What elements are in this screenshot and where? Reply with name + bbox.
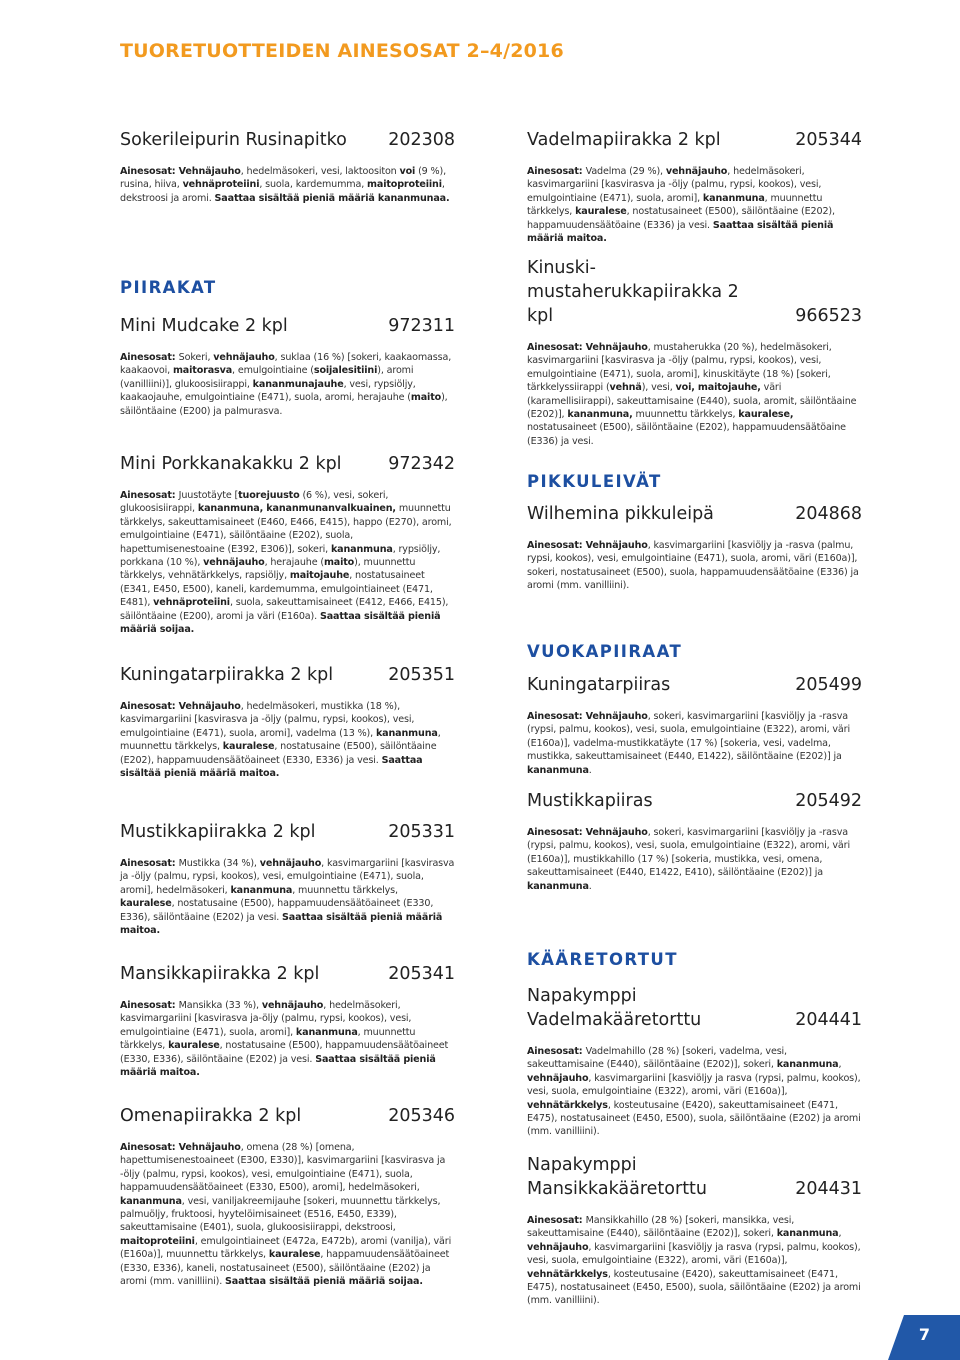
ingredient-bold-text: vehnäjauho bbox=[261, 1000, 324, 1011]
ingredient-text: , suklaa (16 %) [sokeri, kaakaomassa, kaakaovoi, bbox=[120, 352, 452, 377]
ingredient-text: , kosteutusaine (E420), sakeuttamisaineet (E471, E475), nostatusaineet (E450, E500), suola, säilöntäaine (E202) ja aromi (mm. vanilliini). bbox=[527, 1099, 861, 1138]
ingredient-text: ), säilöntäaine (E200) ja palmurasva. bbox=[120, 392, 448, 417]
ingredient-bold-text: kauralese, bbox=[738, 409, 794, 421]
product-item bbox=[120, 1104, 455, 1288]
ingredient-text: , omena (28 %) [omena, hapettumisenestoaineet (E300, E330)], kasvimargariini [kasvirasva ja -öljy (palmu, rypsi, kookos), vesi, emulgointiaine (E471), suola, happamuudensäätöaineet (E330, E500), aromi], hedelmäsokeri, bbox=[120, 1142, 446, 1194]
product-heading bbox=[527, 984, 862, 1032]
ingredient-bold-text: kauralese bbox=[168, 1040, 220, 1052]
ingredient-bold-text: Ainesosat: bbox=[120, 166, 179, 177]
ingredient-bold-text: voi bbox=[399, 166, 416, 177]
ingredient-text: , muunnettu tärkkelys, bbox=[292, 884, 398, 896]
product-item bbox=[527, 256, 862, 448]
ingredient-bold-text: Saattaa sisältää pieniä määriä maitoa. bbox=[120, 754, 423, 780]
page-number: 7 bbox=[918, 1325, 930, 1344]
ingredient-text: , hedelmäsokeri, kasvimargariini [kasvirasva ja-öljy (palmu, rypsi, kookos), vesi, emulgointiaine (E471), suola, aromi], bbox=[120, 1000, 412, 1038]
ingredient-bold-text: kauralese bbox=[575, 206, 627, 218]
ingredient-bold-text: maitojauhe bbox=[289, 570, 350, 582]
product-code: 205351 bbox=[388, 665, 455, 685]
ingredient-text: , sokeri, kasvimargariini [kasviöljy ja -rasva (rypsi, palmu, kookos), vesi, suola, emulgointiaine (E322), aromi, väri (E160a)], mustikkahillo (17 %) [sokeria, mustikka, vesi, omena, sakeuttamisaineet (E440, E1422, E410), säilöntäaine (E202)] ja bbox=[527, 827, 850, 879]
ingredient-bold-text: kananmuna bbox=[330, 543, 393, 555]
ingredient-bold-text: Saattaa sisältää pieniä määriä maitoa. bbox=[120, 1053, 436, 1079]
section-title-piirakat: PIIRAKAT bbox=[120, 278, 217, 297]
product-name: Wilhemina pikkuleipä bbox=[527, 504, 714, 524]
ingredient-bold-text: Saattaa sisältää pieniä määriä maitoa. bbox=[120, 911, 443, 937]
product-ingredients bbox=[120, 165, 455, 205]
product-name: Mini Porkkanakakku 2 kpl bbox=[120, 454, 342, 474]
product-code: 972342 bbox=[388, 454, 455, 474]
ingredient-text: Vadelmahillo (28 %) [sokeri, vadelma, vesi, sakeuttamisaine (E440), säilöntäaine (E202)], sokeri, bbox=[527, 1046, 787, 1071]
ingredient-text: Juustotäyte [ bbox=[178, 490, 239, 501]
product-item bbox=[527, 673, 862, 777]
ingredient-text: , herajauhe ( bbox=[264, 557, 324, 569]
ingredient-bold-text: Ainesosat: bbox=[527, 1215, 586, 1226]
ingredient-bold-text: kananmuna bbox=[776, 1059, 839, 1071]
ingredient-bold-text: Ainesosat: Vehnäjauho bbox=[527, 711, 648, 722]
ingredient-bold-text: Saattaa sisältää pieniä määriä soijaa. bbox=[225, 1276, 423, 1288]
product-name: Mini Mudcake 2 kpl bbox=[120, 316, 288, 336]
product-name: Omenapiirakka 2 kpl bbox=[120, 1106, 302, 1126]
ingredient-bold-text: Ainesosat: bbox=[120, 858, 179, 869]
product-name: Mustikkapiiras bbox=[527, 791, 653, 811]
product-ingredients bbox=[527, 539, 862, 593]
product-heading bbox=[527, 256, 862, 328]
product-code: 204431 bbox=[795, 1179, 862, 1199]
ingredient-text: , kasvimargariini [kasviöljy ja rasva (rypsi, palmu, kookos), vesi, suola, emulgointiaine (E322), aromi, väri (E160a)], bbox=[527, 1241, 861, 1267]
product-heading bbox=[527, 128, 862, 152]
ingredient-text: , hedelmäsokeri, vesi, laktoositon bbox=[240, 166, 400, 177]
ingredient-bold-text: Ainesosat: Vehnäjauho bbox=[120, 701, 241, 712]
product-item bbox=[120, 314, 455, 418]
ingredient-bold-text: Ainesosat: Vehnäjauho bbox=[527, 827, 648, 838]
product-ingredients bbox=[120, 351, 455, 418]
product-item bbox=[527, 984, 862, 1139]
ingredient-text: , emulgointiaineet (E472a, E472b), aromi (vanilja), väri (E160a)], muunnettu tärkkelys, bbox=[120, 1235, 452, 1261]
ingredient-bold-text: vehnätärkkelys bbox=[527, 1268, 608, 1280]
product-heading bbox=[120, 128, 455, 152]
product-ingredients bbox=[120, 489, 455, 636]
ingredient-text: . bbox=[588, 880, 592, 892]
product-heading bbox=[120, 314, 455, 338]
product-item bbox=[120, 128, 455, 205]
ingredient-bold-text: vehnäjauho bbox=[527, 1072, 589, 1084]
ingredient-text: väri (karamellisiirappi), sakeuttamisaine (E440), suola, aromit, säilöntäaine (E202)], bbox=[527, 382, 857, 421]
ingredient-text: . bbox=[588, 764, 592, 776]
ingredient-text: , rypsiöljy, porkkana (10 %), bbox=[120, 543, 441, 569]
product-code: 972311 bbox=[388, 316, 455, 336]
product-code: 204441 bbox=[795, 1010, 862, 1030]
page-number-tab bbox=[888, 1315, 960, 1360]
ingredient-text: , emulgointiaine ( bbox=[232, 365, 314, 377]
ingredient-text: , bbox=[838, 1059, 842, 1071]
ingredient-bold-text: vehnäjauho bbox=[665, 166, 728, 177]
ingredient-bold-text: Saattaa sisältää pieniä määriä kananmunaa. bbox=[214, 192, 450, 204]
product-heading bbox=[527, 1153, 862, 1201]
ingredient-text: , nostatusaine (E500), happamuudensäätöaineet (E330, E336), säilöntäaine (E202) ja vesi. bbox=[120, 1040, 449, 1065]
ingredient-text: , hedelmäsokeri, mustikka (18 %), kasvimargariini [kasvirasva ja -öljy (palmu, rypsi, kookos), vesi, emulgointiaine (E471), suola, aromi], vadelma (13 %), bbox=[120, 701, 415, 739]
ingredient-bold-text: kananmuna bbox=[527, 764, 589, 776]
product-code: 205344 bbox=[795, 130, 862, 150]
ingredient-bold-text: vehnä bbox=[609, 382, 642, 394]
ingredient-bold-text: kauralese bbox=[222, 741, 275, 753]
product-heading bbox=[120, 962, 455, 986]
product-code: 205499 bbox=[795, 675, 862, 695]
ingredient-text: nostatusaineet (E500), säilöntäaine (E202), happamuudensäätöaine (E336) ja vesi. bbox=[527, 422, 846, 447]
product-ingredients bbox=[120, 857, 455, 937]
product-name: Vadelmapiirakka 2 kpl bbox=[527, 130, 721, 150]
product-code: 205331 bbox=[388, 822, 455, 842]
ingredient-text: Mansikkahillo (28 %) [sokeri, mansikka, vesi, sakeuttamisaine (E440), säilöntäaine (E202)], sokeri, bbox=[527, 1215, 795, 1240]
product-name: Mustikkapiirakka 2 kpl bbox=[120, 822, 316, 842]
product-ingredients bbox=[527, 341, 862, 448]
ingredient-bold-text: tuorejuusto bbox=[238, 490, 300, 501]
product-heading bbox=[527, 502, 862, 526]
product-ingredients bbox=[527, 826, 862, 893]
product-heading bbox=[120, 452, 455, 476]
ingredient-bold-text: kananmuna bbox=[702, 192, 765, 204]
ingredient-text: , kasvimargariini [kasviöljy ja -rasva (palmu, rypsi, kookos), vesi, emulgointiaine (E471), suola, aromi, väri (E160a)], sokeri, nostatusaineet (E500), suola, happamuudensäätöaine (E336) ja aromi (mm. vanilliini). bbox=[527, 540, 859, 592]
ingredient-bold-text: maitoproteiini bbox=[367, 179, 442, 191]
product-name: Napakymppi Mansikkakääretorttu bbox=[527, 1155, 708, 1199]
product-name: Sokerileipurin Rusinapitko bbox=[120, 130, 347, 150]
product-item bbox=[527, 1153, 862, 1308]
ingredient-text: , nostatusaine (E500), happamuudensäätöaineet (E330, E336), säilöntäaine (E202) ja vesi. bbox=[120, 898, 434, 923]
ingredient-text: , bbox=[838, 1228, 842, 1240]
product-item bbox=[120, 962, 455, 1079]
ingredient-bold-text: vehnäjauho bbox=[259, 858, 322, 869]
ingredient-text: , suola, kardemumma, bbox=[259, 179, 368, 191]
ingredient-text: , nostatusaineet (E500), säilöntäaine (E202), happamuudensäätöaine (E336) ja vesi. bbox=[527, 206, 835, 231]
ingredient-text: , kasvimargariini [kasvirasva ja -öljy (palmu, rypsi, kookos), vesi, emulgointiaine (E471), suola, aromi], hedelmäsokeri, bbox=[120, 858, 455, 896]
product-code: 205341 bbox=[388, 964, 455, 984]
ingredient-text: , kasvimargariini [kasviöljy ja rasva (rypsi, palmu, kookos), vesi, suola, emulgointiaine (E322), aromi, väri (E160a)], bbox=[527, 1072, 861, 1098]
product-ingredients bbox=[527, 1214, 862, 1308]
product-item bbox=[120, 820, 455, 937]
product-item bbox=[120, 663, 455, 780]
ingredient-bold-text: vehnäproteiini bbox=[153, 597, 230, 609]
product-heading bbox=[120, 663, 455, 687]
product-code: 202308 bbox=[388, 130, 455, 150]
product-name: Kinuski-mustaherukkapiirakka 2 kpl bbox=[527, 258, 739, 326]
ingredient-text: Vadelma (29 %), bbox=[585, 166, 666, 177]
section-title-vuokapiiraat: VUOKAPIIRAAT bbox=[527, 642, 683, 661]
product-code: 205492 bbox=[795, 791, 862, 811]
product-item bbox=[527, 502, 862, 593]
ingredient-bold-text: Saattaa sisältää pieniä määriä maitoa. bbox=[527, 219, 834, 245]
ingredient-text: , happamuudensäätöaineet (E330, E336), kaneli, nostatusaineet (E500), säilöntäaine (E202) ja aromi (mm. vanilliini). bbox=[120, 1249, 450, 1288]
ingredient-bold-text: maitoproteiini bbox=[120, 1235, 195, 1247]
ingredient-bold-text: Ainesosat: Vehnäjauho bbox=[120, 1142, 241, 1153]
product-name: Mansikkapiirakka 2 kpl bbox=[120, 964, 320, 984]
ingredient-bold-text: kananmunajauhe bbox=[252, 378, 344, 390]
product-item bbox=[527, 128, 862, 245]
product-heading bbox=[120, 1104, 455, 1128]
ingredient-bold-text: vehnäjauho bbox=[527, 1241, 589, 1253]
ingredient-bold-text: maitorasva bbox=[172, 365, 233, 377]
ingredient-text: ), muunnettu tärkkelys, vehnätärkkelys, rapsiöljy, bbox=[120, 557, 416, 582]
ingredient-text: Mansikka (33 %), bbox=[178, 1000, 262, 1011]
ingredient-bold-text: kananmuna bbox=[295, 1026, 358, 1038]
ingredient-text: , dekstroosi ja aromi. bbox=[120, 179, 445, 204]
ingredient-text: , nostatusaine (E500), säilöntäaine (E202), happamuudensäätöaineet (E330, E336) ja vesi. bbox=[120, 741, 437, 766]
ingredient-text: (9 %), rusina, hiiva, bbox=[120, 166, 446, 191]
ingredient-bold-text: voi, maitojauhe, bbox=[675, 382, 761, 394]
ingredient-bold-text: kananmuna bbox=[527, 880, 589, 892]
ingredient-text: , mustaherukka (20 %), hedelmäsokeri, kasvimargariini [kasvirasva ja -öljy (palmu, rypsi, kookos), vesi, emulgointiaine (E471), suola, aromi], kinuskitäyte (18 %) [sokeri, tärkkelyssiirappi ( bbox=[527, 342, 832, 394]
ingredient-bold-text: vehnäproteiini bbox=[182, 179, 260, 191]
product-ingredients bbox=[120, 700, 455, 780]
section-title-kaaretortut: KÄÄRETORTUT bbox=[527, 950, 678, 969]
ingredient-bold-text: kananmuna bbox=[375, 727, 438, 739]
ingredient-text: muunnettu tärkkelys, bbox=[632, 409, 739, 421]
ingredient-bold-text: kananmuna, bbox=[567, 409, 633, 421]
ingredient-bold-text: kananmuna bbox=[776, 1228, 839, 1240]
product-heading bbox=[120, 820, 455, 844]
ingredient-text: , suola, sakeuttamisaineet (E412, E466, E415), säilöntäaine (E200), aromi ja väri (E160a). bbox=[120, 597, 449, 622]
ingredient-bold-text: Ainesosat: bbox=[120, 1000, 179, 1011]
ingredient-text: , vesi, rypsiöljy, kaakaojauhe, emulgointiaine (E471), suola, aromi, herajauhe ( bbox=[120, 378, 416, 404]
product-ingredients bbox=[120, 1141, 455, 1288]
ingredient-bold-text: kauralese bbox=[120, 898, 172, 910]
product-ingredients bbox=[527, 1045, 862, 1139]
ingredient-bold-text: kananmuna, kananmunanvalkuainen, bbox=[197, 503, 396, 515]
ingredient-text: , muunnettu tärkkelys, bbox=[120, 1026, 416, 1052]
ingredient-text: , hedelmäsokeri, kasvimargariini [kasvirasva ja -öljy (palmu, rypsi, kookos), vesi, emulgointiaine (E471), suola, aromi], bbox=[527, 166, 822, 204]
product-name: Kuningatarpiiras bbox=[527, 675, 671, 695]
ingredient-bold-text: maito bbox=[323, 557, 355, 569]
product-code: 205346 bbox=[388, 1106, 455, 1126]
ingredient-bold-text: vehnätärkkelys bbox=[527, 1099, 608, 1111]
product-ingredients bbox=[527, 165, 862, 245]
ingredient-bold-text: kauralese bbox=[268, 1249, 321, 1261]
product-heading bbox=[527, 789, 862, 813]
ingredient-text: , sokeri, kasvimargariini [kasviöljy ja -rasva (rypsi, palmu, kookos), vesi, suola, emulgointiaine (E322), aromi, väri (E160a)], vadelma-mustikkatäyte (17 %) [sokeria, vesi, vadelma, mustikka, sakeuttamisaineet (E440, E1422), säilöntäaine (E202)] ja bbox=[527, 711, 850, 763]
product-name: Napakymppi Vadelmakääretorttu bbox=[527, 986, 702, 1030]
ingredient-bold-text: vehnäjauho bbox=[203, 557, 265, 569]
ingredient-text: , kosteutusaine (E420), sakeuttamisaineet (E471, E475), nostatusaineet (E450, E500), suola, säilöntäaine (E202) ja aromi (mm. vanilliini). bbox=[527, 1268, 861, 1307]
ingredient-bold-text: vehnäjauho bbox=[213, 352, 275, 363]
ingredient-text: Sokeri, bbox=[178, 352, 214, 363]
ingredient-text: (6 %), vesi, sokeri, glukoosisiirappi, bbox=[120, 490, 389, 515]
product-code: 966523 bbox=[795, 306, 862, 326]
product-code: 204868 bbox=[795, 504, 862, 524]
ingredient-text: ), vesi, bbox=[641, 382, 676, 394]
product-ingredients bbox=[120, 999, 455, 1079]
ingredient-bold-text: Ainesosat: bbox=[120, 352, 179, 363]
page-title: TUORETUOTTEIDEN AINESOSAT 2–4/2016 bbox=[120, 40, 564, 62]
ingredient-text: , nostatusaineet (E341, E450, E500), kaneli, kardemumma, emulgointiaineet (E471, E481), bbox=[120, 570, 433, 609]
ingredient-bold-text: Ainesosat: bbox=[527, 1046, 586, 1057]
ingredient-bold-text: kananmuna bbox=[230, 884, 293, 896]
ingredient-bold-text: Ainesosat: Vehnäjauho bbox=[527, 342, 648, 353]
product-ingredients bbox=[527, 710, 862, 777]
ingredient-text: Mustikka (34 %), bbox=[178, 858, 260, 869]
ingredient-bold-text: Ainesosat: bbox=[120, 490, 179, 501]
ingredient-text: , muunnettu tärkkelys, bbox=[120, 727, 441, 753]
ingredient-bold-text: maito bbox=[410, 392, 442, 404]
ingredient-bold-text: Ainesosat: bbox=[527, 166, 586, 177]
ingredient-bold-text: Saattaa sisältää pieniä määriä soijaa. bbox=[120, 610, 441, 636]
product-item bbox=[527, 789, 862, 893]
ingredient-bold-text: kananmuna bbox=[120, 1195, 182, 1207]
product-name: Kuningatarpiirakka 2 kpl bbox=[120, 665, 334, 685]
ingredient-bold-text: Vehnäjauho bbox=[178, 166, 241, 177]
ingredient-bold-text: soijalesitiini bbox=[313, 365, 378, 377]
ingredient-text: , muunnettu tärkkelys, bbox=[527, 192, 823, 218]
ingredient-text: , vesi, vaniljakreemijauhe [sokeri, muunnettu tärkkelys, palmuöljy, fruktoosi, hyytelöimisaineet (E516, E450, E339), sakeuttamisaine (E401), suola, glukoosisiirappi, dekstroosi, bbox=[120, 1195, 441, 1234]
ingredient-bold-text: Ainesosat: Vehnäjauho bbox=[527, 540, 648, 551]
product-heading bbox=[527, 673, 862, 697]
ingredient-text: muunnettu tärkkelys, sakeuttamisaineet (E460, E466, E415), happo (E270), aromi, emulgointiaine (E471), säilöntäaine (E202), suola, hapettumisenestoaine (E392, E306)], sokeri, bbox=[120, 503, 452, 555]
ingredient-text: ), aromi (vanilliini)], glukoosisiirappi, bbox=[120, 365, 414, 390]
section-title-pikkuleivat: PIKKULEIVÄT bbox=[527, 472, 662, 491]
product-item bbox=[120, 452, 455, 636]
